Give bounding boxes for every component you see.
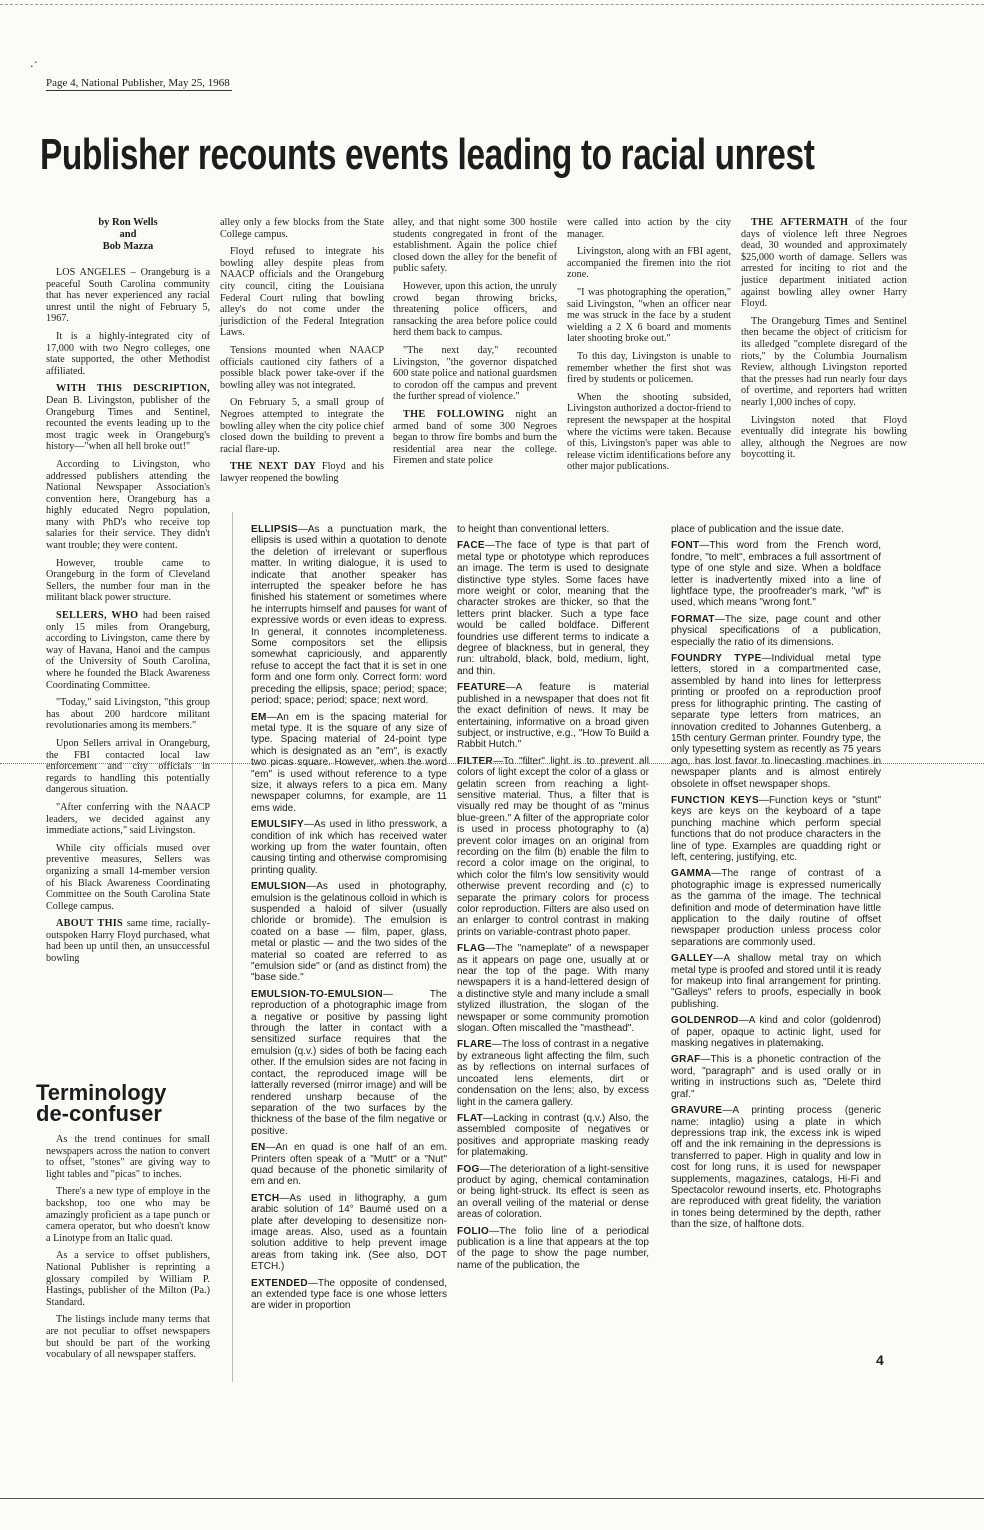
- glossary-entry: [457, 524, 649, 535]
- glossary-entry: [671, 1054, 881, 1100]
- glossary-entry: [251, 881, 447, 984]
- glossary-definition: —Function keys or "stunt" keys are keys on the keyboard of a tape punching machine which perform special functions that do not produce characters in the line of type. Examples are quadding right or left, centering, justifying, etc.: [671, 794, 881, 863]
- paragraph: alley only a few blocks from the State College campus.: [220, 217, 384, 240]
- glossary-definition: —A feature is material published in a newspaper that does not fit the exact definition of news. It may be entertaining, informative on a broad given subject, or instructive, e.g., "How To Build a Rabbit Hutch.": [457, 682, 649, 751]
- glossary-definition: —As used in photography, emulsion is the gelatinous colloid in which is suspended a haloid of silver (usually chloride or bromide). The emulsion is coated on a base — film, paper, glass, metal or plastic — and the two sides of the material so coated are referred to as "emulsion side" or (and as distinct from) the "base side.": [251, 881, 447, 984]
- paragraph: "Today," said Livingston, "this group has about 200 hardcore militant revolutionaries among its members.": [46, 697, 210, 732]
- glossary-definition: —As used in litho presswork, a condition of ink which has received water working up from the water fountain, often causing tinting and otherwise compromising printing quality.: [251, 819, 447, 876]
- glossary-term: EMULSIFY: [251, 819, 304, 831]
- article-column-3: [393, 217, 557, 502]
- glossary-entry: [457, 682, 649, 750]
- glossary-term: FILTER: [457, 755, 494, 767]
- paragraph: Livingston, along with an FBI agent, accompanied the firemen into the riot zone.: [567, 246, 731, 281]
- glossary-term: EMULSION: [251, 881, 307, 893]
- box-title: [36, 1082, 166, 1124]
- glossary-entry: [457, 1164, 649, 1221]
- glossary-definition: —A printing process (generic name: intaglio) using a plate in which depressions trap ink, the excess ink is wiped off and the ink remaining in the depressions is transferred to paper. High in quality and low in cost for long runs, it is used for newspaper supplements, magazines, catalogs, Hi-Fi and Spectacolor rewound inserts, etc. Photographs are reproduced with great fidelity, the variation in tones being determined by the depth, rather than the size, of halftone dots.: [671, 1105, 881, 1231]
- glossary-definition: —The deterioration of a light-sensitive product by aging, chemical contamination or being light-struck. Its effect is seen as an overall veiling of the material or dense areas of coloration.: [457, 1163, 649, 1221]
- glossary-term: GRAF: [671, 1054, 701, 1066]
- glossary-box: [232, 512, 981, 1382]
- glossary-entry: [671, 614, 881, 648]
- box-intro-column: [46, 1134, 210, 1384]
- glossary-definition: —The face of type is that part of metal type or phototype which reproduces an image. The term is used to designate distinctive type styles. Some faces have more weight or color, meaning that the character strokes are thicker, so that the letters print blacker. Such a type face would be called boldface. Different foundries use different terms to indicate a degree of blackness, but in general, they run: ultrabold, black, bold, medium, light, and thin.: [457, 540, 649, 677]
- glossary-term: FOLIO: [457, 1225, 490, 1237]
- paragraph: Floyd refused to integrate his bowling alley despite pleas from NAACP officials and the Orangeburg city council, citing the Louisiana Federal Court ruling that bowling alley's do not come under the jurisdiction of the Federal Integration Laws.: [220, 246, 384, 339]
- article-column-4: [567, 217, 731, 502]
- paragraph-lead: ABOUT THIS: [56, 918, 124, 930]
- glossary-term: FORMAT: [671, 613, 715, 625]
- glossary-term: EN: [251, 1142, 266, 1154]
- glossary-entry: [671, 953, 881, 1010]
- page-number: 4: [876, 1352, 884, 1368]
- byline-author-1: by Ron Wells: [98, 217, 158, 228]
- paragraph: On February 5, a small group of Negroes attempted to integrate the bowling alley when the city police chief closed down the building to prevent a racial flare-up.: [220, 397, 384, 455]
- paragraph: However, upon this action, the unruly crowd began throwing bricks, threatening police officers, and ransacking the area before police could herd them back to campus.: [393, 280, 557, 339]
- paragraph-lead: THE FOLLOWING: [403, 408, 505, 420]
- glossary-entry: [671, 524, 881, 535]
- article-column-1: [46, 217, 210, 1062]
- glossary-term: FLAT: [457, 1112, 484, 1124]
- glossary-entry: [457, 756, 649, 939]
- paragraph: As the trend continues for small newspapers across the nation to convert to offset, "stones" are giving way to light tables and "picas" to inches.: [46, 1134, 210, 1180]
- glossary-term: ELLIPSIS: [251, 524, 298, 535]
- glossary-definition: to height than conventional letters.: [457, 524, 610, 535]
- glossary-column-2: [457, 524, 649, 1382]
- top-rule: [0, 4, 984, 5]
- glossary-entry: [671, 1015, 881, 1049]
- paragraph-lead: SELLERS, WHO: [56, 610, 139, 622]
- glossary-entry: [457, 540, 649, 677]
- glossary-definition: —Individual metal type letters, stored in a compartmented case, assembled by hand into lines for letterpress printing or proofed on a reproduction proof press for lithographic printing. The casting of separate type letters from matrices, an innovation credited to Johannes Gutenberg, a 15th century German printer. Foundry type, the only typesetting system as recently as 75 years ago, has lost favor to linecasting machines in newspaper plants and is almost entirely obsolete in offset newspaper shops.: [671, 653, 882, 790]
- paragraph-lead: THE NEXT DAY: [230, 461, 317, 473]
- paragraph: According to Livingston, who addressed publishers attending the National Newspaper Association's convention here, Orangeburg has a highly educated Negro population, many with PhD's who receive top salaries for their service. They didn't want trouble; they were content.: [46, 458, 210, 552]
- glossary-term: FACE: [457, 540, 485, 552]
- paragraph: [220, 461, 384, 484]
- paragraph: The listings include many terms that are not peculiar to offset newspapers but should be part of the working vocabulary of all newspaper staffers.: [46, 1314, 210, 1361]
- glossary-definition: —To "filter" light is to prevent all colors of light except the color of a glass or gelatin screen from reaching a light-sensitive material. Thus, a filter that is visually red may be thought of as "minus blue-green." A filter of the appropriate color is used in process photography to (a) prevent color images on an original from recording on the film (b) enable the film to record a color image on the original, to which color the film's low sensitivity would otherwise prevent recording and (c) to separate the primary colors for process color reproduction. Filters are also used on an enlarger to control contrast in making prints on variable-contrast photo paper.: [457, 755, 649, 938]
- glossary-definition: —The size, page count and other physical specifications of a publication, especially the ratio of its dimensions.: [671, 613, 881, 648]
- glossary-term: FLAG: [457, 943, 486, 955]
- paragraph-text: Floyd and his lawyer reopened the bowling: [220, 461, 384, 484]
- paragraph-text: same time, racially-outspoken Harry Floyd purchased, what had been up until then, an unsuccessful bowling: [46, 918, 210, 965]
- paragraph: When the shooting subsided, Livingston authorized a doctor-friend to represent the newspaper at the hospital where the victims were taken. Because of this, Livingston's paper was able to release victim identifications before any other major publications.: [567, 391, 731, 473]
- paragraph: "The next day," recounted Livingston, "the governor dispatched 600 state police and national guardsmen to corodon off the campus and prevent the further spread of violence.": [393, 344, 557, 403]
- paragraph: There's a new type of employe in the backshop, too one who may be amazingly proficient as a tape punch or camera operator, but who doesn't know a Linotype from an Italic quad.: [46, 1186, 210, 1244]
- glossary-term: FONT: [671, 540, 700, 552]
- glossary-entry: [671, 795, 881, 863]
- paragraph-text: Dean B. Livingston, publisher of the Orangeburg Times and Sentinel, recounted the events leading up to the most tragic week in Orangeburg's history—"when all hell broke out!": [46, 394, 210, 453]
- box-title-line-1: Terminology: [36, 1080, 167, 1105]
- paragraph: LOS ANGELES – Orangeburg is a peaceful South Carolina community that has never experienced any racial unrest until the night of February 5, 1967.: [46, 267, 210, 325]
- paragraph-lead: THE AFTERMATH: [751, 217, 849, 228]
- paragraph: [46, 918, 210, 964]
- paragraph: Upon Sellers arrival in Orangeburg, the FBI contacted local law enforcement and city officials in regards to handling this potentially dangerous situation.: [46, 737, 210, 796]
- paragraph: were called into action by the city manager.: [567, 217, 731, 240]
- glossary-definition: —An en quad is one half of an em. Printers often speak of a "Mutt" or a "Nut" quad because of the phonetic similarity of em and en.: [251, 1142, 447, 1188]
- glossary-definition: — The reproduction of a photographic image from a negative or positive by passing light through the latter in contact with a sensitized surface requires that the emulsion (q.v.) sides of both be facing each other. If the emulsion sides are not facing in contact, the reproduced image will be latterally reversed (mirror image) and will be rendered unsharp because of the separation of the two surfaces by the thickness of the base of the film negative or positive.: [251, 988, 447, 1137]
- bottom-rule: [0, 1498, 984, 1499]
- glossary-term: FOUNDRY TYPE: [671, 653, 762, 665]
- paragraph-text: of the four days of violence left three Negroes dead, 30 wounded and approximately $25,000 worth of damage. Sellers was arrested for inciting to riot and the justice department initiated action against bowling alley owner Harry Floyd.: [741, 217, 908, 310]
- paragraph: It is a highly-integrated city of 17,000 with two Negro colleges, one state supported, the other Methodist affiliated.: [46, 330, 210, 377]
- glossary-definition: —The "nameplate" of a newspaper as it appears on page one, usually at or near the top of the page. With many newspapers it is a hand-lettered design of a distinctive style and many include a small stylized illustration, the slogan of the newspaper or some community promotion slogan. Often miscalled the "masthead".: [457, 943, 649, 1035]
- glossary-definition: —An em is the spacing material for metal type. It is the square of any size of type. Spacing material of 24-point type which is designated as an "em", is exactly two picas square. However, when the word "em" is used without reference to a type size, it always refers to a pica em. Many newspaper columns, for example, are 11 ems wide.: [251, 711, 447, 814]
- glossary-entry: [457, 1039, 649, 1107]
- box-title-line-2: de-confuser: [36, 1101, 162, 1126]
- glossary-definition: —The loss of contrast in a negative by extraneous light affecting the film, such as by reflections on internal surfaces of uncoated lens elements, dirt or condensation on the lens; also, by excess light in the camera gallery.: [457, 1039, 649, 1108]
- article-column-5: [741, 217, 907, 502]
- headline: Publisher recounts events leading to racial unrest: [40, 130, 815, 179]
- byline-and: and: [119, 229, 137, 240]
- byline-author-2: Bob Mazza: [102, 241, 154, 252]
- glossary-definition: —A shallow metal tray on which metal type is proofed and stored until it is ready for makeup into final arrangement for printing. "Galleys" refers to proofs, especially in book publishing.: [671, 953, 881, 1010]
- glossary-entry: [251, 819, 447, 876]
- byline: [46, 217, 210, 253]
- folio-line: Page 4, National Publisher, May 25, 1968: [46, 77, 230, 89]
- glossary-term: EM: [251, 711, 267, 723]
- glossary-term: FEATURE: [457, 682, 506, 694]
- paragraph: To this day, Livingston is unable to remember whether the first shot was fired by students or policemen.: [567, 350, 731, 386]
- glossary-term: GRAVURE: [671, 1105, 723, 1117]
- glossary-definition: —The range of contrast of a photographic image is expressed numerically as the gamma of the image. The technical definition and mode of determination have little application to the daily routine of offset newspaper production unless process color separations are commonly used.: [671, 868, 881, 948]
- paragraph: [393, 409, 557, 467]
- paragraph-text: night an armed band of some 300 Negroes began to throw fire bombs and burn the residential area near the college. Firemen and state police: [393, 408, 558, 467]
- glossary-term: GALLEY: [671, 953, 714, 965]
- paragraph-text: had been raised only 15 miles from Orangeburg, according to Livingston, came there by way of Havana, Hanoi and the campus of the University of South Carolina, where he founded the Black Awareness Coordinating Committee.: [46, 610, 211, 691]
- glossary-column-3: [671, 524, 881, 1382]
- glossary-definition: —The opposite of condensed, an extended type face is one whose letters are wider in proportion: [251, 1277, 447, 1312]
- paragraph: [46, 383, 210, 453]
- paragraph-lead: WITH THIS DESCRIPTION,: [56, 383, 210, 395]
- paragraph: While city officials mused over preventive measures, Sellers was organizing a small 14-member version of his Black Awareness Coordinating Committee on the South Carolina State College campus.: [46, 842, 210, 912]
- glossary-definition: —As a punctuation mark, the ellipsis is used within a quotation to denote the deletion of irrelevant or superflous matter. In writing dialogue, it is used to indicate that another speaker has interrupted the speaker before he has finished his statement or sometimes where he interrupts himself and pauses for want of expressive words or even ideas to express. In general, it connotes incompleteness. Some compositors set the ellipsis somewhat capriciously, and apparently refuse to accept the fact that it is set in one form and one form only. Correct form: word preceding the ellipsis, space; period; space; period; space; period; space; next word.: [251, 524, 447, 707]
- glossary-term: GAMMA: [671, 868, 712, 880]
- glossary-term: EXTENDED: [251, 1277, 308, 1289]
- paragraph: The Orangeburg Times and Sentinel then became the object of criticism for its alledged "complete disregard of the riots," by the Columbia Journalism Review, although Livingston reported that the presses had run nearly four days of overtime, and reporters had written nearly 1,000 inches of copy.: [741, 315, 907, 408]
- glossary-term: FLARE: [457, 1039, 492, 1051]
- glossary-term: FUNCTION KEYS: [671, 794, 759, 806]
- glossary-entry: [251, 1278, 447, 1312]
- paragraph: [741, 217, 907, 310]
- glossary-definition: —As used in lithography, a gum arabic solution of 14° Baumé used on a plate after developing to desensitize non-image areas. Also, used as a fountain solution additive to help prevent image areas from taking ink. (See also, DOT ETCH.): [251, 1192, 447, 1273]
- glossary-entry: [671, 653, 881, 790]
- glossary-definition: place of publication and the issue date.: [671, 524, 844, 535]
- glossary-definition: —A kind and color (goldenrod) of paper, opaque to actinic light, used for masking negatives in platemaking.: [671, 1015, 881, 1050]
- paragraph: "I was photographing the operation," said Livingston, "when an officer near me was struck in the face by a student wielding a 2 X 6 board and moments later shooting broke out.": [567, 286, 731, 345]
- glossary-entry: [457, 1226, 649, 1272]
- glossary-entry: [671, 1105, 881, 1230]
- glossary-entry: [671, 868, 881, 948]
- corner-mark: .·: [30, 56, 39, 71]
- glossary-definition: —This word from the French word, fondre, "to melt", embraces a full assortment of type of one style and size. When a boldface letter is inadvertently mixed into a line of lightface type, the proofreader's mark, "wf" is used, which means "wrong font.": [671, 540, 881, 609]
- glossary-definition: —This is a phonetic contraction of the word, "paragraph" and is used orally or in writing in instructions such as, "Delete third graf.": [671, 1054, 881, 1100]
- glossary-entry: [457, 943, 649, 1034]
- glossary-column-1: [251, 524, 447, 1382]
- paragraph: "After conferring with the NAACP leaders, we decided against any immediate actions," said Livingston.: [46, 801, 210, 837]
- paragraph: Livingston noted that Floyd eventually did integrate his bowling alley, although the Negroes are now boycotting it.: [741, 414, 907, 461]
- article-column-2: [220, 217, 384, 502]
- glossary-term: ETCH: [251, 1192, 280, 1204]
- glossary-entry: [457, 1113, 649, 1159]
- glossary-definition: —The folio line of a periodical publication is a line that appears at the top of the page to show the page number, name of the publication, the: [457, 1225, 649, 1271]
- glossary-definition: —Lacking in contrast (q.v.) Also, the assembled composite of negatives or positives and appropriate masking ready for platemaking.: [457, 1112, 649, 1159]
- glossary-entry: [251, 524, 447, 707]
- paragraph: alley, and that night some 300 hostile students congregated in front of the establishment. Again the police chief closed down the alley for the benefit of public safety.: [393, 217, 557, 275]
- paragraph: [46, 610, 210, 691]
- glossary-term: EMULSION-TO-EMULSION: [251, 988, 383, 1000]
- glossary-term: FOG: [457, 1163, 480, 1175]
- glossary-term: GOLDENROD: [671, 1015, 739, 1027]
- glossary-entry: [251, 989, 447, 1137]
- paragraph: As a service to offset publishers, National Publisher is reprinting a glossary compiled by William P. Hastings, publisher of the Milton (Pa.) Standard.: [46, 1250, 210, 1308]
- paragraph: However, trouble came to Orangeburg in the form of Cleveland Sellers, the number four man in the militant black power structure.: [46, 557, 210, 604]
- glossary-entry: [251, 1193, 447, 1273]
- glossary-entry: [671, 540, 881, 608]
- fold-line: [0, 763, 984, 764]
- paragraph: Tensions mounted when NAACP officials cautioned city fathers of a possible black power take-over if the bowling alley was not integrated.: [220, 344, 384, 391]
- glossary-entry: [251, 1142, 447, 1188]
